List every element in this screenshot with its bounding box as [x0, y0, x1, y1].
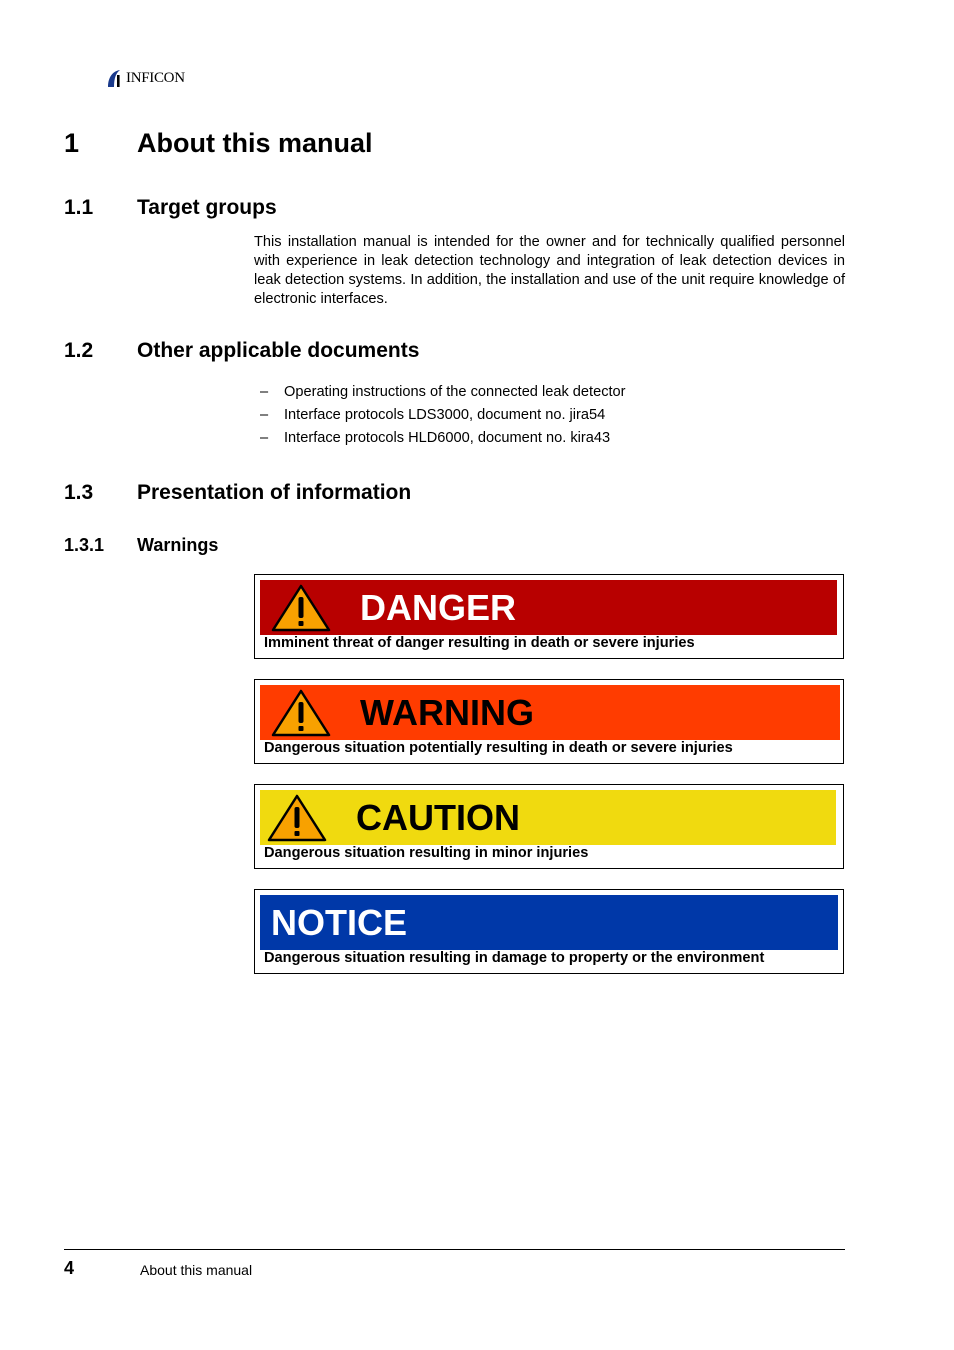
list-item-text: Operating instructions of the connected leak detector — [284, 384, 626, 400]
footer-title: About this manual — [140, 1262, 253, 1278]
target-groups-paragraph: This installation manual is intended for the owner and for technically qualified personnel with experience in leak detection technology and integration of leak detection devices in leak detection systems. In addition, the installation and use of the unit require knowledge of electronic interfaces. — [254, 234, 845, 307]
notice-description: Dangerous situation resulting in damage to property or the environment — [264, 950, 765, 966]
warning-box — [254, 679, 844, 764]
danger-label: DANGER — [360, 586, 517, 628]
chapter-number: 1 — [64, 128, 80, 158]
list-bullet: – — [260, 430, 269, 446]
caution-banner — [260, 790, 836, 845]
subsection-title: Warnings — [137, 535, 219, 555]
logo-text: INFICON — [126, 69, 185, 86]
caution-description: Dangerous situation resulting in minor injuries — [264, 845, 589, 861]
notice-label: NOTICE — [271, 901, 408, 943]
notice-banner — [260, 895, 838, 950]
documents-list — [254, 381, 845, 450]
inficon-logo — [104, 66, 185, 90]
warning-label: WARNING — [360, 691, 534, 733]
danger-box — [254, 574, 844, 659]
list-item — [254, 404, 845, 427]
warning-banner — [260, 685, 840, 740]
section-title: Presentation of information — [137, 481, 412, 504]
list-item-text: Interface protocols HLD6000, document no. kira43 — [284, 430, 611, 446]
footer-divider — [64, 1249, 845, 1250]
warning-triangle-icon — [266, 793, 328, 843]
subsection-number: 1.3.1 — [64, 535, 105, 555]
section-number: 1.2 — [64, 339, 94, 362]
section-number: 1.3 — [64, 481, 94, 504]
caution-box — [254, 784, 844, 869]
page-number: 4 — [64, 1258, 75, 1278]
list-bullet: – — [260, 384, 269, 400]
warning-triangle-icon — [270, 583, 332, 633]
list-bullet: – — [260, 407, 269, 423]
list-item — [254, 427, 845, 450]
warning-triangle-icon — [270, 688, 332, 738]
list-item-text: Interface protocols LDS3000, document no. jira54 — [284, 407, 606, 423]
section-title: Other applicable documents — [137, 339, 420, 362]
list-item — [254, 381, 845, 404]
section-number: 1.1 — [64, 196, 94, 219]
section-title: Target groups — [137, 196, 277, 219]
danger-description: Imminent threat of danger resulting in death or severe injuries — [264, 635, 695, 651]
chapter-title: About this manual — [137, 128, 373, 158]
caution-label: CAUTION — [356, 796, 520, 838]
inficon-logo-icon — [104, 67, 126, 89]
danger-banner — [260, 580, 837, 635]
warning-description: Dangerous situation potentially resulting in death or severe injuries — [264, 740, 733, 756]
notice-box — [254, 889, 844, 974]
